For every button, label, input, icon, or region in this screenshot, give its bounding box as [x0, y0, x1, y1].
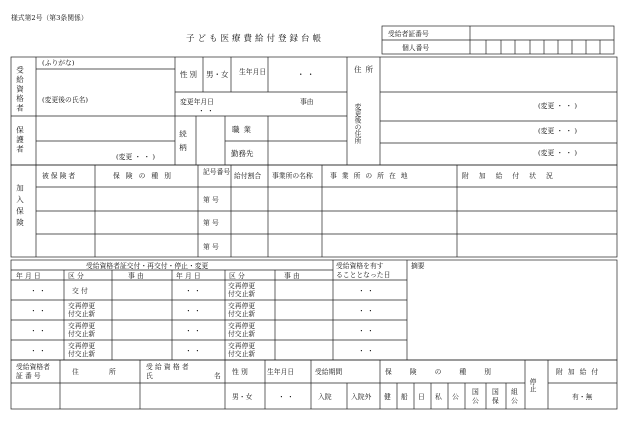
recipient-cert-no-label: 受給者証番号 — [388, 30, 429, 38]
ins-header-addon: 附加給付状況 — [462, 172, 563, 180]
elig-date: ・ ・ — [358, 327, 374, 335]
ins-type-kumiko-1[interactable]: 組 — [511, 388, 518, 396]
birth-date-dots[interactable]: ・ ・ — [297, 70, 315, 79]
change-date-dots[interactable]: ・ ・ — [198, 107, 214, 115]
ins-type-shi[interactable]: 私 — [435, 393, 442, 401]
iss-row-class: 交再停更 — [228, 282, 256, 290]
iss-class-header-right: 区 分 — [229, 272, 245, 280]
sum-header-name-2: 氏 — [146, 372, 153, 380]
sum-header-name-3: 名 — [214, 372, 221, 380]
issuance-title: 受給資格者証交付・再交付・停止・変更 — [86, 262, 209, 270]
ins-type-kokuko-2[interactable]: 公 — [472, 397, 479, 405]
address-change-mark-2: (変更 ・ ・ ) — [538, 127, 577, 135]
furigana-label: (ふりがな) — [42, 59, 75, 67]
sum-header-address: 住 所 — [72, 368, 130, 376]
elig-date: ・ ・ — [358, 347, 374, 355]
reason-label: 事由 — [300, 98, 314, 106]
sum-header-birth: 生年月日 — [267, 368, 295, 376]
ins-type-outpatient[interactable]: 入院外 — [351, 393, 372, 401]
sum-header-sex: 性 別 — [232, 368, 248, 376]
iss-row-class-first: 交 付 — [72, 287, 88, 295]
summary-label: 摘要 — [411, 262, 425, 270]
elig-date: ・ ・ — [358, 307, 374, 315]
sum-birth-value[interactable]: ・ ・ — [278, 393, 294, 401]
ins-header-type: 保険の種別 — [113, 172, 177, 180]
iss-row-class: 付交止新 — [68, 330, 96, 338]
address-change-mark-1: (変更 ・ ・ ) — [538, 102, 577, 110]
cert-no-digit-cells[interactable] — [486, 40, 600, 54]
sum-addon-value[interactable]: 有・無 — [572, 393, 593, 401]
occupation-label: 職業 — [232, 125, 255, 134]
elig-date: ・ ・ — [358, 287, 374, 295]
guardian-change-mark: (変更 ・ ・ ) — [116, 153, 155, 161]
ins-type-sen[interactable]: 船 — [401, 393, 408, 401]
sum-header-cert-no-2: 証 番 号 — [16, 372, 41, 380]
iss-row-date: ・ ・ — [30, 287, 46, 295]
iss-row-date: ・ ・ — [185, 327, 201, 335]
eligible-date-label-1: 受給資格を有す — [336, 262, 384, 270]
form-title: 子ども医療費給付登録台帳 — [186, 34, 325, 44]
ins-type-ko[interactable]: 公 — [452, 393, 459, 401]
guardian-section-label: 保護者 — [15, 126, 25, 155]
sum-header-ins-type: 保険の種別 — [385, 368, 509, 376]
iss-class-header-left: 区 分 — [68, 272, 84, 280]
ins-header-number: 記号番号 — [203, 168, 231, 176]
ins-header-office-name: 事業所の名称 — [272, 172, 313, 180]
ins-row-3-number: 第 号 — [203, 243, 219, 251]
iss-reason-header-left: 事 由 — [128, 272, 144, 280]
iss-row-date: ・ ・ — [185, 287, 201, 295]
changed-name-label: (変更後の氏名) — [42, 96, 89, 104]
iss-row-date: ・ ・ — [30, 327, 46, 335]
iss-row-class: 付交止新 — [228, 330, 256, 338]
iss-row-date: ・ ・ — [185, 307, 201, 315]
iss-date-header-right: 年 月 日 — [176, 272, 201, 280]
ins-type-kokuho-1[interactable]: 国 — [492, 388, 499, 396]
iss-row-class: 交再停更 — [68, 302, 96, 310]
eligible-date-label-2: ることとなった日 — [336, 271, 391, 279]
iss-reason-header-right: 事 由 — [284, 272, 300, 280]
sum-header-name-1: 受 給 資 格 者 — [146, 363, 189, 371]
iss-row-class: 交再停更 — [68, 322, 96, 330]
iss-row-class: 交再停更 — [228, 342, 256, 350]
ins-type-kumiko-2[interactable]: 公 — [511, 397, 518, 405]
insurance-section-label: 加入保険 — [15, 184, 25, 230]
iss-row-class: 交再停更 — [228, 322, 256, 330]
address-change-mark-3: (変更 ・ ・ ) — [538, 149, 577, 157]
workplace-label: 勤務先 — [231, 149, 254, 158]
ins-row-2-number: 第 号 — [203, 219, 219, 227]
iss-row-class: 付交止新 — [68, 350, 96, 358]
personal-no-label: 個人番号 — [402, 44, 430, 52]
iss-row-class: 付交止新 — [68, 310, 96, 318]
iss-row-class: 付交止新 — [228, 350, 256, 358]
sex-options[interactable]: 男・女 — [206, 70, 229, 79]
form-number: 様式第2号（第3条関係） — [11, 14, 88, 22]
iss-row-class: 交再停更 — [68, 342, 96, 350]
ins-type-ken[interactable]: 健 — [384, 393, 391, 401]
ins-header-office-address: 事業所の所在地 — [330, 172, 413, 180]
recipient-section-label: 受給資格者 — [15, 66, 25, 114]
iss-row-class: 交再停更 — [228, 302, 256, 310]
relation-label: 続柄 — [178, 130, 188, 157]
iss-date-header-left: 年 月 日 — [16, 272, 41, 280]
sum-header-period: 受給期間 — [315, 368, 343, 376]
address-label: 住所 — [354, 65, 377, 74]
iss-row-class: 付交止新 — [228, 290, 256, 298]
sum-header-addon: 附加給付 — [556, 368, 604, 376]
ins-type-kokuho-2[interactable]: 保 — [492, 397, 499, 405]
iss-row-class: 付交止新 — [228, 310, 256, 318]
ins-header-insured: 被保険者 — [42, 172, 78, 180]
sum-sex-value[interactable]: 男・女 — [232, 393, 253, 401]
ins-type-inpatient[interactable]: 入院 — [318, 393, 332, 401]
birth-label: 生年月日 — [239, 68, 267, 76]
sex-label: 性別 — [180, 70, 199, 79]
sum-header-cert-no-1: 受給資格者 — [16, 363, 50, 371]
ins-row-1-number: 第 号 — [203, 196, 219, 204]
change-date-label: 変更年月日 — [180, 98, 214, 106]
issuance-rows[interactable] — [30, 281, 374, 358]
ins-header-ratio: 給付割合 — [234, 172, 262, 180]
iss-row-date: ・ ・ — [30, 307, 46, 315]
changed-address-label: 変更後の住所 — [353, 103, 361, 144]
ins-type-kokuko-1[interactable]: 国 — [472, 388, 479, 396]
ins-type-nichi[interactable]: 日 — [418, 393, 425, 401]
sum-header-stop: 停止 — [528, 378, 536, 392]
iss-row-date: ・ ・ — [30, 347, 46, 355]
iss-row-date: ・ ・ — [185, 347, 201, 355]
